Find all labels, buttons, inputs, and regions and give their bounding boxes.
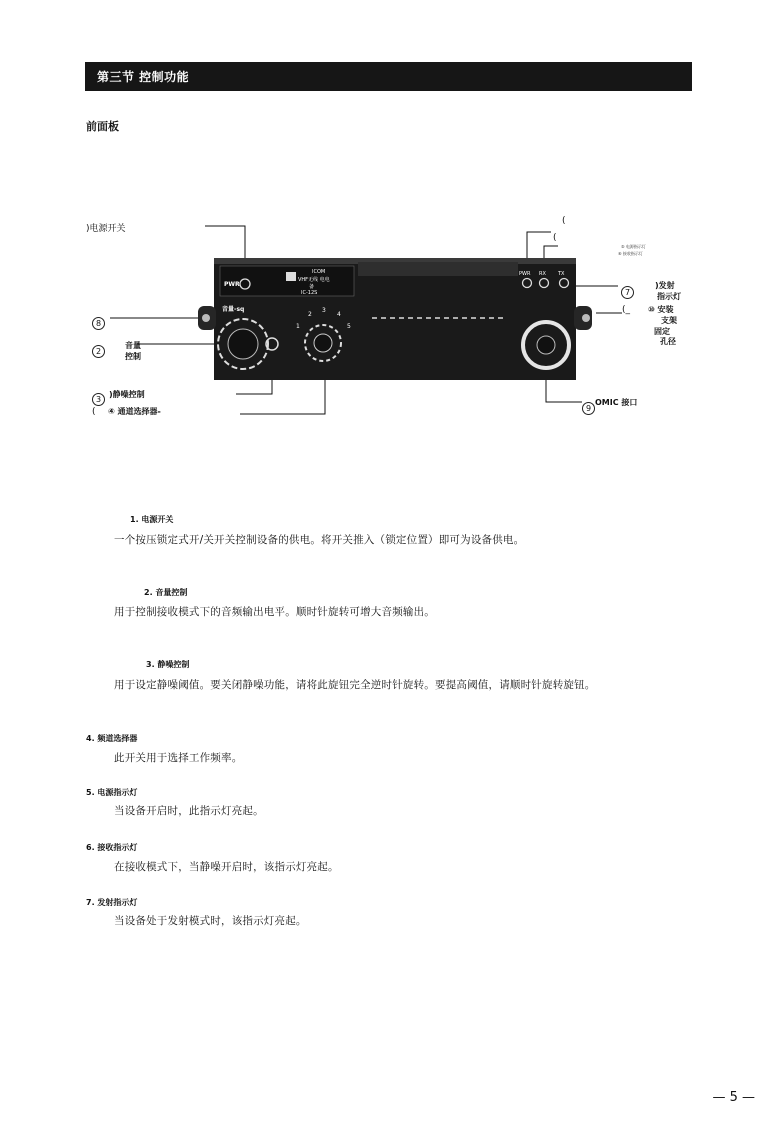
dial-mark-1: 1 — [296, 323, 300, 330]
legend-power-led: ⑤ 电源指示灯 — [621, 244, 646, 249]
device-name-line2: 备 — [309, 284, 315, 290]
led-tx-label: TX — [558, 271, 565, 277]
callout-mount-1: ⑩ 安装 — [648, 305, 674, 314]
legend-rx-led: ⑥ 接收指示灯 — [618, 251, 643, 256]
section-4-title: 4. 频道选择器 — [86, 734, 138, 743]
section-2-title: 2. 音量控制 — [144, 588, 188, 597]
callout-tx-1: )发射 — [655, 281, 675, 290]
section-6-body: 在接收模式下，当静噪开启时，该指示灯亮起。 — [114, 861, 339, 873]
dial-mark-4: 4 — [337, 311, 341, 318]
led-rx-label: RX — [539, 271, 546, 277]
section-5-body: 当设备开启时，此指示灯亮起。 — [114, 805, 264, 817]
dial-mark-5: 5 — [347, 323, 351, 330]
callout-mount-paren: (_ — [622, 305, 631, 315]
page-number: — 5 — — [712, 1090, 755, 1105]
callout-top-paren-1: ( — [562, 216, 566, 226]
section-7-title: 7. 发射指示灯 — [86, 898, 138, 907]
section-6-title: 6. 接收指示灯 — [86, 843, 138, 852]
section-1-body: 一个按压锁定式开/关开关控制设备的供电。将开关推入（锁定位置）即可为设备供电。 — [114, 534, 525, 546]
section-4-body: 此开关用于选择工作频率。 — [114, 752, 243, 764]
vol-sq-label: 音量-sq — [222, 306, 245, 313]
callout-power-switch: )电源开关 — [86, 224, 126, 234]
callout-mount-2: 支架 — [661, 316, 677, 325]
callout-mic: OMIC 接口 — [595, 398, 638, 407]
callout-volume-1: 音量 — [125, 341, 141, 350]
led-pwr-label: PWR — [519, 271, 531, 277]
section-title: 第三节 控制功能 — [97, 70, 190, 84]
callout-num-8: 8 — [92, 311, 105, 330]
section-5-title: 5. 电源指示灯 — [86, 788, 138, 797]
callout-left-paren: ( — [92, 407, 96, 417]
callout-volume-2: 控制 — [125, 352, 141, 361]
callout-mount-4: 孔径 — [660, 337, 676, 346]
section-7-body: 当设备处于发射模式时，该指示灯亮起。 — [114, 915, 307, 927]
callout-num-7: 7 — [621, 280, 634, 299]
section-3-title: 3. 静噪控制 — [146, 660, 190, 669]
section-1-title: 1. 电源开关 — [130, 515, 174, 524]
model-label: IC-12S — [301, 290, 318, 296]
device-name-line1: VHF无线 电电 — [298, 277, 330, 283]
brand-label: ICOM — [312, 269, 326, 275]
section-3-body: 用于设定静噪阈值。要关闭静噪功能，请将此旋钮完全逆时针旋转。要提高阈值，请顺时针旋转旋钮。 — [114, 679, 596, 691]
callout-squelch: )静噪控制 — [109, 390, 145, 399]
section-2-body: 用于控制接收模式下的音频输出电平。顺时针旋转可增大音频输出。 — [114, 606, 435, 618]
callout-num-3: 3 — [92, 387, 105, 406]
callout-tx-2: 指示灯 — [657, 292, 681, 301]
dial-mark-2: 2 — [308, 311, 312, 318]
pwr-label: PWR — [224, 281, 240, 288]
callout-mount-3: 固定 — [654, 327, 670, 336]
callout-num-9: 9 — [582, 396, 595, 415]
front-panel-heading: 前面板 — [86, 120, 119, 133]
callout-channel-selector: ④ 通道选择器- — [108, 407, 161, 416]
callout-top-paren-2: ( — [553, 233, 557, 243]
dial-mark-3: 3 — [322, 307, 326, 314]
callout-num-2: 2 — [92, 339, 105, 358]
